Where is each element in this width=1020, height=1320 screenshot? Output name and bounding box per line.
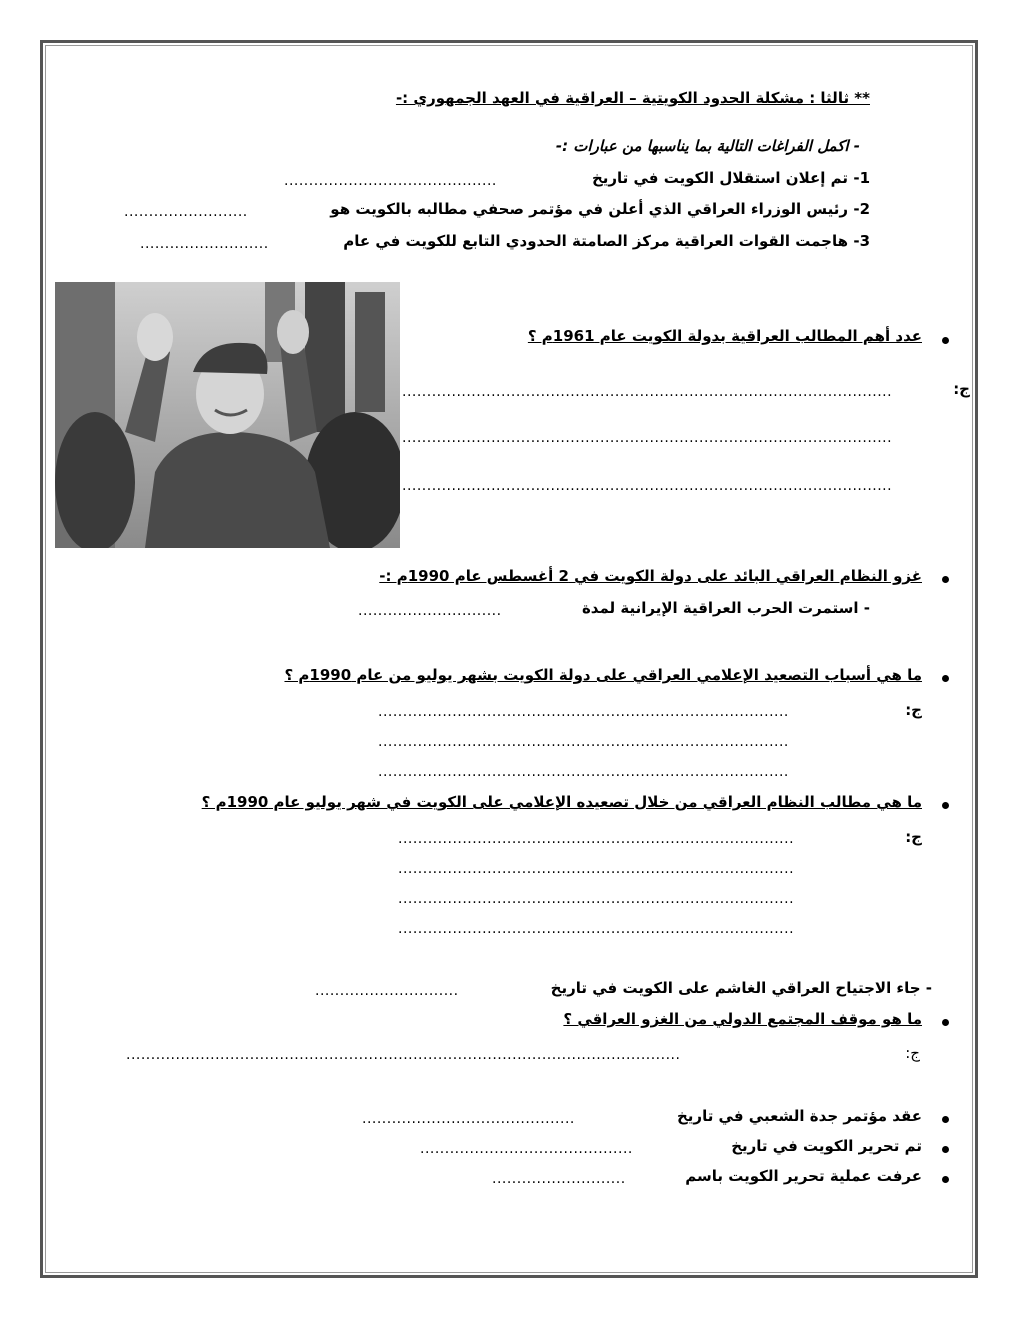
answer-line[interactable]: ...................................................................................	[378, 734, 789, 750]
answer-label-1: ج:	[953, 380, 970, 398]
question-7: عقد مؤتمر جدة الشعبي في تاريخ	[676, 1107, 922, 1125]
answer-line[interactable]: ................................................................................	[398, 861, 795, 877]
question-3: ما هي أسباب التصعيد الإعلامي العراقي على دولة الكويت بشهر يوليو من عام 1990م ؟	[284, 666, 922, 684]
section-title: ** ثالثا : مشكلة الحدود الكويتية – العراقية في العهد الجمهوري :-	[395, 89, 870, 107]
answer-line[interactable]: ...................................................................................................	[402, 384, 893, 400]
blank-number-1: 1-	[853, 169, 870, 187]
answer-line[interactable]: ...................................................................................	[378, 704, 789, 720]
question-8: تم تحرير الكويت في تاريخ	[731, 1137, 922, 1155]
question-5: - جاء الاجتياح العراقي الغاشم على الكويت في تاريخ	[550, 979, 932, 997]
bullet	[942, 675, 949, 682]
bullet	[942, 337, 949, 344]
blank-dots-1[interactable]: ...........................................	[284, 173, 497, 189]
question-2: غزو النظام العراقي البائد على دولة الكويت في 2 أغسطس عام 1990م :-	[379, 567, 922, 585]
answer-label-3: ج:	[905, 701, 922, 719]
bullet	[942, 1019, 949, 1026]
bullet	[942, 802, 949, 809]
answer-line[interactable]: ................................................................................	[398, 831, 795, 847]
blank-number-3: 3-	[853, 232, 870, 250]
blank-dots-3[interactable]: ..........................	[140, 236, 269, 252]
blank-text-2: رئيس الوزراء العراقي الذي أعلن في مؤتمر صحفي مطالبه بالكويت هو	[330, 200, 848, 218]
instruction: - اكمل الفراغات التالية بما يناسبها من عبارات :-	[555, 137, 860, 155]
question-4: ما هي مطالب النظام العراقي من خلال تصعيده الإعلامي على الكويت في شهر يوليو عام 1990م ؟	[201, 793, 922, 811]
answer-line[interactable]: ................................................................................	[398, 891, 795, 907]
answer-line[interactable]: ...........................................	[420, 1141, 633, 1157]
blank-text-3: هاجمت القوات العراقية مركز الصامتة الحدودي التابع للكويت في عام	[343, 232, 848, 250]
answer-line[interactable]: ...........................................	[362, 1111, 575, 1127]
bullet	[942, 1146, 949, 1153]
blank-text-1: تم إعلان استقلال الكويت في تاريخ	[591, 169, 848, 187]
answer-line[interactable]: .............................	[315, 983, 459, 999]
answer-line[interactable]: ...........................	[492, 1171, 626, 1187]
question-9: عرفت عملية تحرير الكويت باسم	[685, 1167, 922, 1185]
question-2-sub: - استمرت الحرب العراقية الإيرانية لمدة	[581, 599, 870, 617]
page-border-inner	[45, 45, 973, 1273]
answer-line[interactable]: ................................................................................................................	[126, 1047, 681, 1063]
bullet	[942, 1176, 949, 1183]
question-6: ما هو موقف المجتمع الدولي من الغزو العراقي ؟	[563, 1010, 922, 1028]
blank-number-2: 2-	[853, 200, 870, 218]
answer-line[interactable]: .............................	[358, 603, 502, 619]
answer-line[interactable]: ...................................................................................	[378, 764, 789, 780]
answer-line[interactable]: ...................................................................................................	[402, 478, 893, 494]
blank-dots-2[interactable]: .........................	[124, 204, 248, 220]
answer-line[interactable]: ...................................................................................................	[402, 430, 893, 446]
answer-line[interactable]: ................................................................................	[398, 921, 795, 937]
answer-label-4: ج:	[905, 828, 922, 846]
question-1: عدد أهم المطالب العراقية بدولة الكويت عام 1961م ؟	[527, 327, 922, 345]
historical-photo	[55, 282, 400, 548]
bullet	[942, 576, 949, 583]
bullet	[942, 1116, 949, 1123]
answer-label-6: ج:	[905, 1044, 920, 1062]
